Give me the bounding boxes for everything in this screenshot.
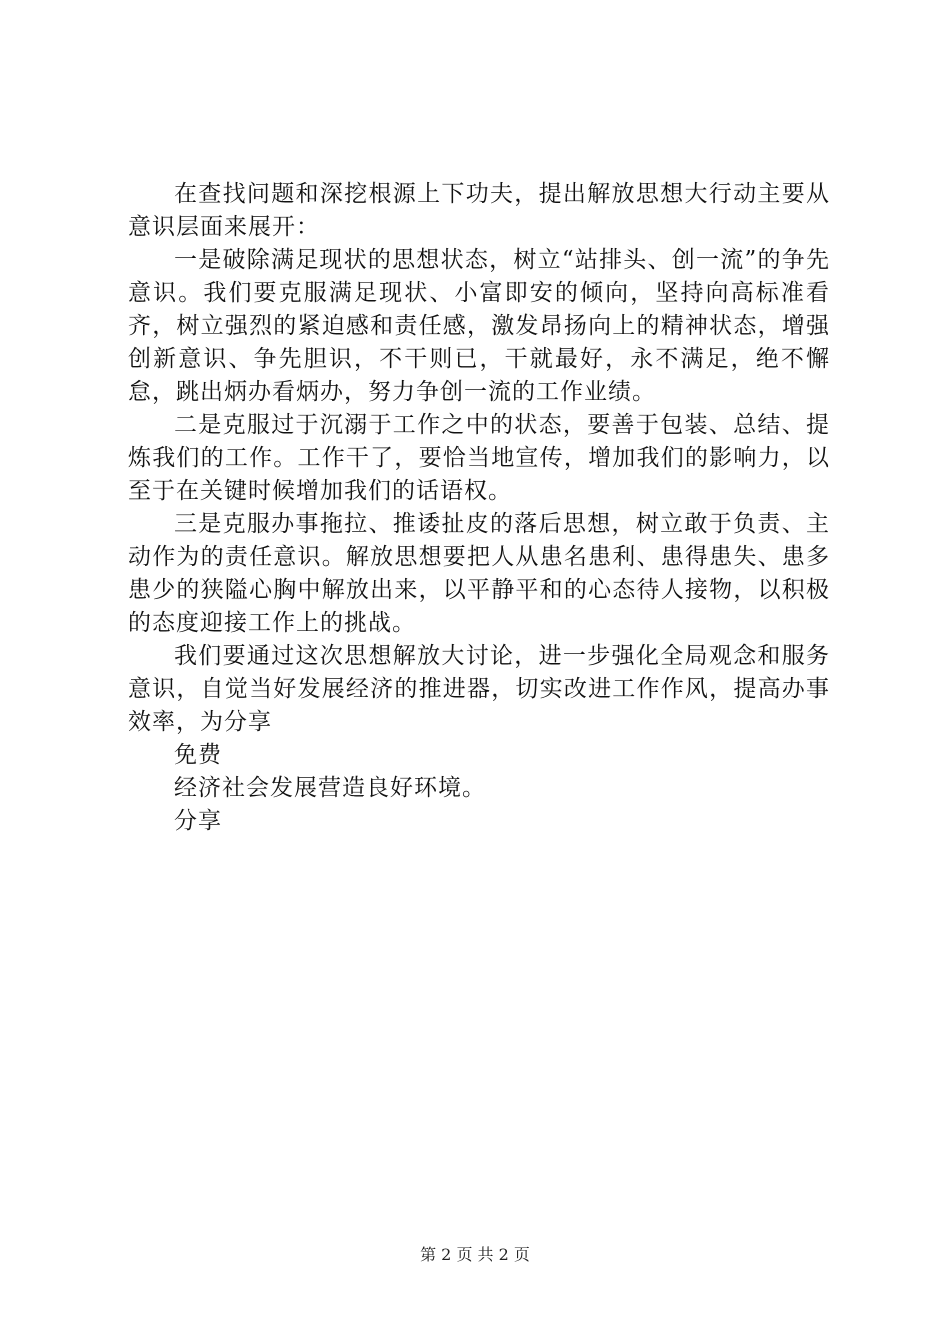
paragraph-point-two: 二是克服过于沉溺于工作之中的状态，要善于包装、总结、提炼我们的工作。工作干了，要恰当地宣传，增加我们的影响力，以至于在关键时候增加我们的话语权。 xyxy=(128,412,830,504)
text-fragment-free: 免费 xyxy=(174,742,222,768)
page-number-footer: 第 2 页 共 2 页 xyxy=(420,1245,530,1264)
text-fragment-share: 分享 xyxy=(174,808,222,834)
paragraph-conclusion: 我们要通过这次思想解放大讨论，进一步强化全局观念和服务意识，自觉当好发展经济的推进器，切实改进工作作风，提高办事效率，为分享 xyxy=(128,643,830,735)
text-fragment-environment: 经济社会发展营造良好环境。 xyxy=(174,775,486,801)
document-body xyxy=(128,178,830,838)
paragraph-point-one: 一是破除满足现状的思想状态，树立“站排头、创一流”的争先意识。我们要克服满足现状、小富即安的倾向，坚持向高标准看齐，树立强烈的紧迫感和责任感，激发昂扬向上的精神状态，增强创新意识、争先胆识，不干则已，干就最好，永不满足，绝不懈怠，跳出炳办看炳办，努力争创一流的工作业绩。 xyxy=(128,247,830,405)
paragraph-point-three: 三是克服办事拖拉、推诿扯皮的落后思想，树立敢于负责、主动作为的责任意识。解放思想要把人从患名患利、患得患失、患多患少的狭隘心胸中解放出来，以平静平和的心态待人接物，以积极的态度迎接工作上的挑战。 xyxy=(128,511,830,636)
paragraph-intro: 在查找问题和深挖根源上下功夫，提出解放思想大行动主要从意识层面来展开： xyxy=(128,181,830,240)
